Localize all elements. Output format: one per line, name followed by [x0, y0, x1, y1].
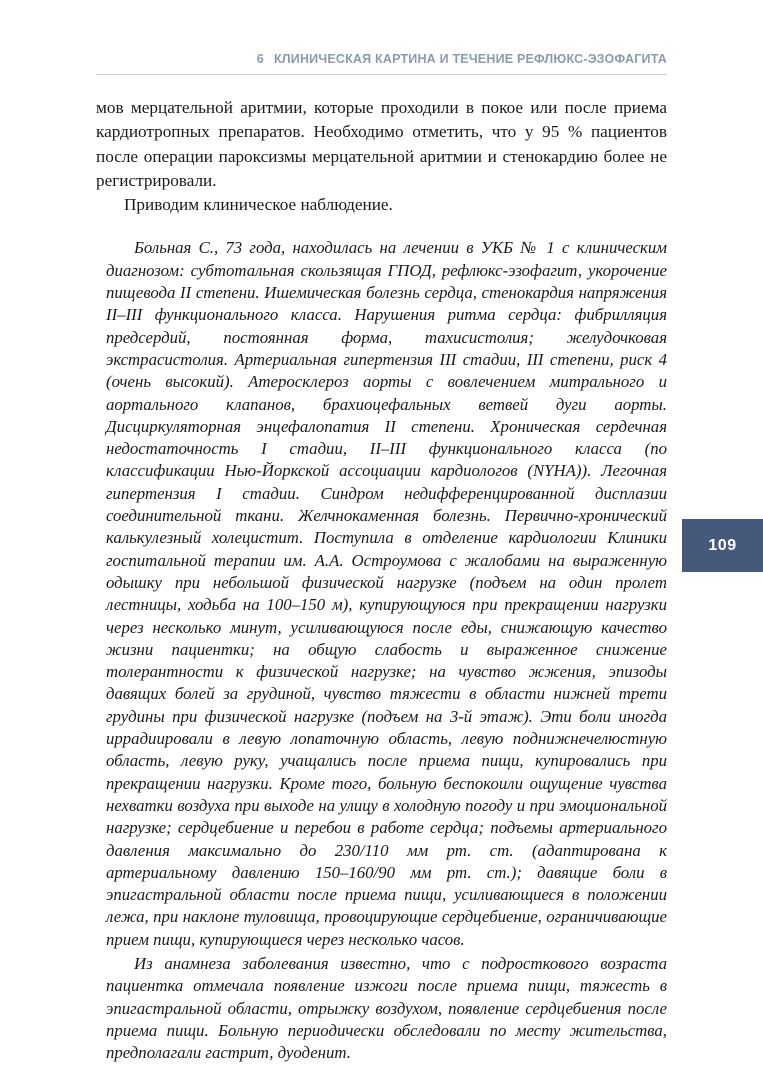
running-head — [240, 48, 667, 70]
chapter-number: 6 — [256, 52, 264, 66]
page-number: 109 — [708, 536, 737, 554]
page-number-tab — [682, 519, 763, 572]
chapter-title: КЛИНИЧЕСКАЯ КАРТИНА И ТЕЧЕНИЕ РЕФЛЮКС-ЭЗОФАГИТА — [273, 52, 667, 66]
case-paragraph-1: Больная С., 73 года, находилась на лечении в УКБ № 1 с клиническим диагнозом: субтотальная скользящая ГПОД, рефлюкс-эзофагит, укорочение пищевода II степени. Ишемическая болезнь сердца, стенокардия напряжения II–III функционального класса. Нарушения ритма сердца: фибрилляция предсердий, постоянная форма, тахисистолия; желудочковая экстрасистолия. Артериальная гипертензия III стадии, III степени, риск 4 (очень высокий). Атеросклероз аорты с вовлечением митрального и аортального клапанов, брахиоцефальных ветвей дуги аорты. Дисциркуляторная энцефалопатия II степени. Хроническая сердечная недостаточность I стадии, II–III функционального класса (по классификации Нью-Йоркской ассоциации кардиологов (NYHA)). Легочная гипертензия I стадии. Синдром недифференцированной дисплазии соединительной ткани. Желчнокаменная болезнь. Первично-хронический калькулезный холецистит. Поступила в отделение кардиологии Клиники госпитальной терапии им. А.А. Остроумова с жалобами на выраженную одышку при небольшой физической нагрузке (подъем на один пролет лестницы, ходьба на 100–150 м), купирующуюся при прекращении нагрузки через несколько минут, усиливающуюся после еды, снижающую качество жизни пациентки; на общую слабость и выраженное снижение толерантности к физической нагрузке; на чувство жжения, эпизоды давящих болей за грудиной, чувство тяжести в области нижней трети грудины при физической нагрузке (подъем на 3-й этаж). Эти боли иногда иррадиировали в левую лопаточную область, левую поднижнечелюстную область, левую руку, учащались после приема пищи, купировались при прекращении нагрузки. Кроме того, больную беспокоили ощущение чувства нехватки воздуха при выходе на улицу в холодную погоду и при эмоциональной нагрузке; сердцебиение и перебои в работе сердца; подъемы артериального давления максимально до 230/110 мм рт. ст. (адаптирована к артериальному давлению 150–160/90 мм рт. ст.); давящие боли в эпигастральной области после приема пищи, усиливающиеся в положении лежа, при наклоне туловища, провоцирующие сердцебиение, ограничивающие прием пищи, купирующиеся через несколько часов. — [106, 238, 667, 949]
header-rule — [96, 74, 667, 75]
case-report — [96, 237, 667, 1064]
lead-in-paragraph: Приводим клиническое наблюдение. — [124, 195, 393, 215]
intro-paragraph: мов мерцательной аритмии, которые проходили в покое или после приема кардиотропных препаратов. Необходимо отметить, что у 95 % пациентов после операции пароксизмы мерцательной аритмии и стенокардию более не регистрировали. — [96, 98, 667, 190]
page-body — [96, 96, 667, 1064]
case-paragraph-2: Из анамнеза заболевания известно, что с подросткового возраста пациентка отмечала появление изжоги после приема пищи, тяжесть в эпигастральной области, отрыжку воздухом, появление сердцебиения после приема пищи. Больную периодически обследовали по месту жительства, предполагали гастрит, дуоденит. — [106, 953, 667, 1063]
